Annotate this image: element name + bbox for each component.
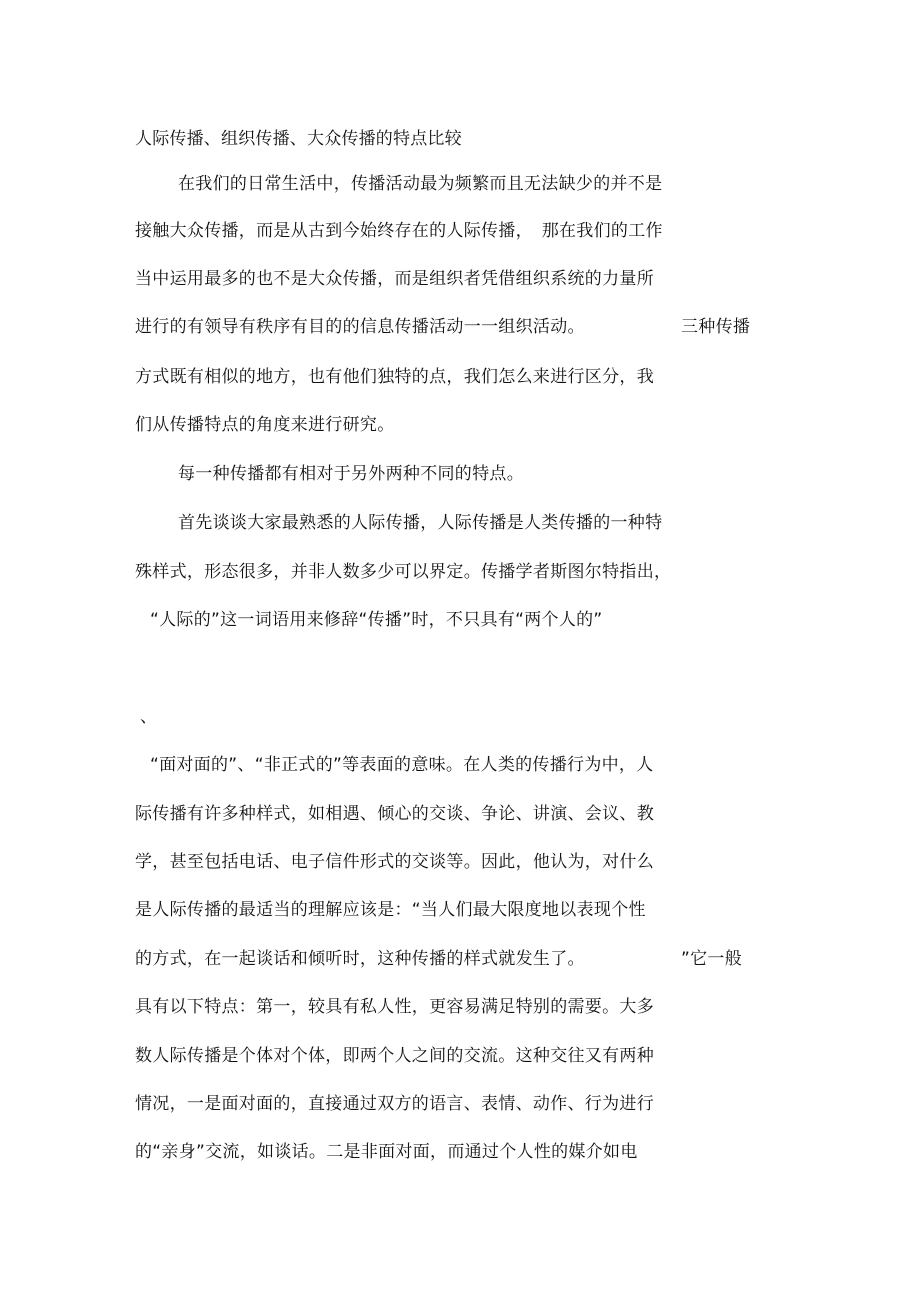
paragraph-line: “面对面的”、“非正式的”等表面的意味。在人类的传播行为中，人 [150,755,654,775]
paragraph-line: 殊样式，形态很多，并非人数多少可以界定。传播学者斯图尔特指出， [135,562,672,582]
paragraph-line: 在我们的日常生活中，传播活动最为频繁而且无法缺少的并不是 [178,174,663,194]
paragraph-line: 首先谈谈大家最熟悉的人际传播，人际传播是人类传播的一种特 [178,513,663,533]
paragraph-line: 每一种传播都有相对于另外两种不同的特点。 [178,464,524,484]
paragraph-line-fragment: ”它一般 [681,949,743,969]
document-title: 人际传播、组织传播、大众传播的特点比较 [135,129,462,149]
paragraph-line: 方式既有相似的地方，也有他们独特的点，我们怎么来进行区分，我 [135,367,654,387]
stray-punctuation: 、 [140,707,158,727]
paragraph-line: 进行的有领导有秩序有目的的信息传播活动一一组织活动。 [135,317,585,337]
paragraph-line: 具有以下特点：第一，较具有私人性，更容易满足特别的需要。大多 [135,997,654,1017]
paragraph-line: 情况，一是面对面的，直接通过双方的语言、表情、动作、行为进行 [135,1094,654,1114]
paragraph-line: 际传播有许多种样式，如相遇、倾心的交谈、争论、讲演、会议、教 [135,804,654,824]
paragraph-line: 数人际传播是个体对个体，即两个人之间的交流。这种交往又有两种 [135,1046,654,1066]
paragraph-line: 学，甚至包括电话、电子信件形式的交谈等。因此，他认为，对什么 [135,852,654,872]
paragraph-line: 们从传播特点的角度来进行研究。 [135,415,395,435]
paragraph-line: 接触大众传播，而是从古到今始终存在的人际传播， 那在我们的工作 [135,221,663,241]
paragraph-line: 是人际传播的最适当的理解应该是：“当人们最大限度地以表现个性 [135,900,646,920]
paragraph-line: “人际的”这一词语用来修辞“传播”时，不只具有“两个人的” [150,610,603,630]
paragraph-line: 当中运用最多的也不是大众传播，而是组织者凭借组织系统的力量所 [135,269,654,289]
paragraph-line-fragment: 三种传播 [681,317,751,337]
paragraph-line: 的“亲身”交流，如谈话。二是非面对面，而通过个人性的媒介如电 [135,1142,638,1162]
paragraph-line: 的方式，在一起谈话和倾听时，这种传播的样式就发生了。 [135,949,585,969]
